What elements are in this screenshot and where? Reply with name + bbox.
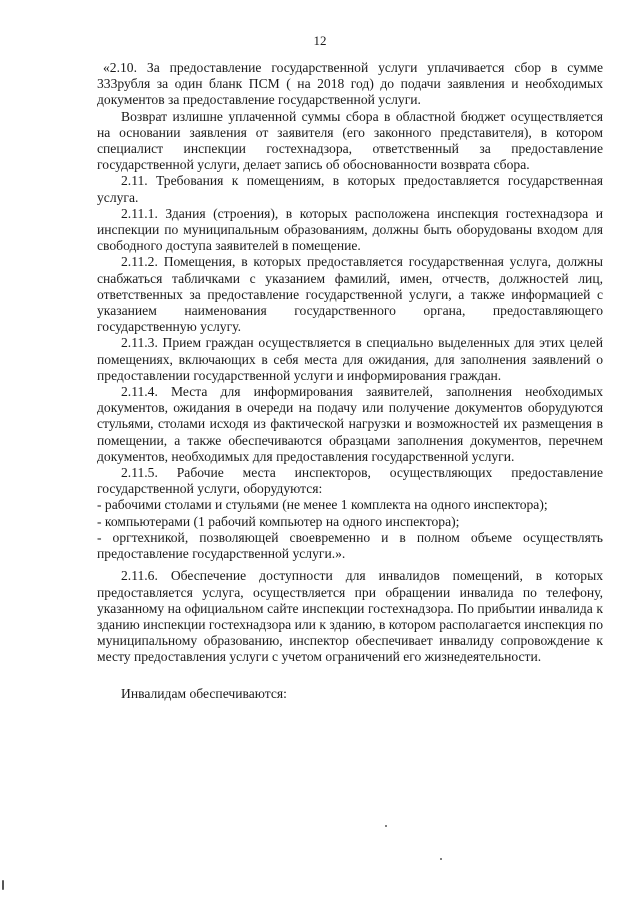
list-item-office-equipment: - оргтехникой, позволяющей своевременно и в полном объеме осуществлять предоставление государственной услуги.».	[97, 529, 603, 562]
paragraph-2-11-5: 2.11.5. Рабочие места инспекторов, осуществляющих предоставление государственной услуги, оборудуются:	[97, 465, 603, 497]
list-item-desks: - рабочими столами и стульями (не менее 1 комплекта на одного инспектора);	[97, 497, 548, 513]
scan-speck	[440, 858, 442, 860]
paragraph-2-11-6: 2.11.6. Обеспечение доступности для инвалидов помещений, в которых предоставляется услуга, осуществляется при обращении инвалида по телефону, указанному на официальном сайте инспекции гостехнадзора. По прибытии инвалида к зданию инспекции гостехнадзора или к зданию, в котором располагается инспекция по муниципальному образованию, инспектор обеспечивает инвалиду сопровождение к месту предоставления услуги с учетом ограничений его жизнедеятельности.	[97, 568, 603, 665]
paragraph-2-11-1: 2.11.1. Здания (строения), в которых расположена инспекция гостехнадзора и инспекции по муниципальным образованиям, должны быть оборудованы входом для свободного доступа заявителей в помещение.	[97, 205, 603, 254]
paragraph-disabled-provisions: Инвалидам обеспечиваются:	[121, 685, 287, 701]
paragraph-2-10: «2.10. За предоставление государственной услуги уплачивается сбор в сумме 333рубля за один бланк ПСМ ( на 2018 год) до подачи заявления и необходимых документов за предоставление государственной услуги.	[97, 60, 603, 108]
document-body	[97, 60, 603, 702]
paragraph-refund: Возврат излишне уплаченной суммы сбора в областной бюджет осуществляется на основании заявления от заявителя (его законного представителя), в котором специалист инспекции гостехнадзора, ответственный за предоставление государственной услуги, делает запись об обоснованности возврата сбора.	[97, 108, 603, 173]
list-item-computers: - компьютерами (1 рабочий компьютер на одного инспектора);	[97, 513, 460, 529]
scan-edge-mark	[2, 880, 4, 890]
scan-speck	[385, 825, 387, 827]
paragraph-2-11: 2.11. Требования к помещениям, в которых предоставляется государственная услуга.	[97, 173, 603, 205]
paragraph-2-11-2: 2.11.2. Помещения, в которых предоставляется государственная услуга, должны снабжаться табличками с указанием фамилий, имен, отчеств, должностей лиц, ответственных за предоставление государственной услуги, а также информацией с указанием наименования государственного органа, предоставляющего государственную услугу.	[97, 254, 603, 335]
paragraph-2-11-4: 2.11.4. Места для информирования заявителей, заполнения необходимых документов, ожидания в очереди на подачу или получение документов оборудуются стульями, столами исходя из фактической нагрузки и возможностей их размещения в помещении, а также обеспечиваются образцами заполнения документов, перечнем документов, необходимых для предоставления государственной услуги.	[97, 384, 603, 464]
paragraph-2-11-3: 2.11.3. Прием граждан осуществляется в специально выделенных для этих целей помещениях, включающих в себя места для ожидания, для заполнения заявлений о предоставлении государственной услуги и информирования граждан.	[97, 335, 603, 383]
page-number: 12	[313, 33, 327, 48]
